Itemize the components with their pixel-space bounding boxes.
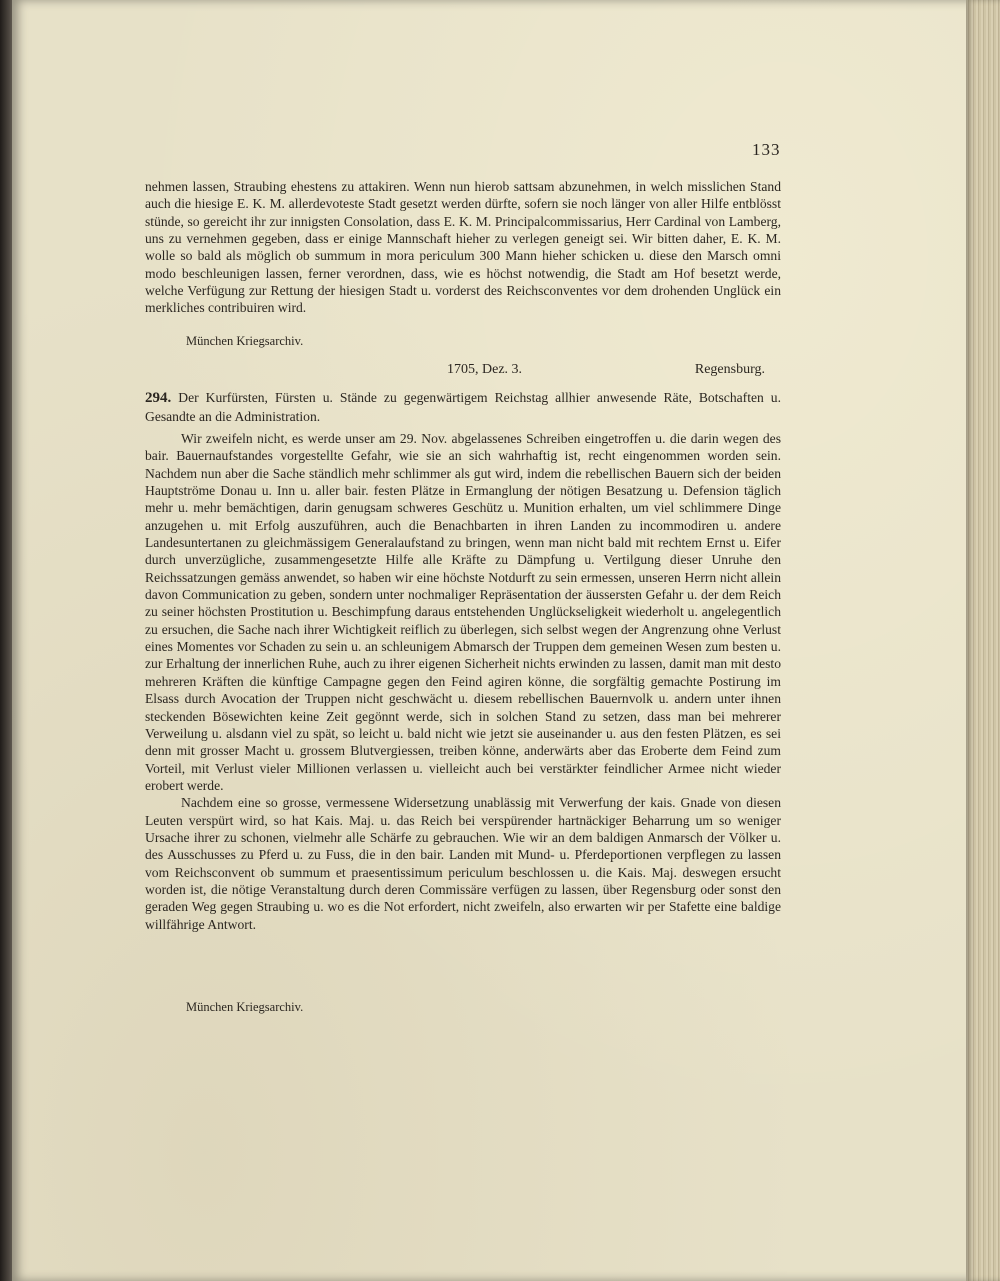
body-paragraph: Wir zweifeln nicht, es werde unser am 29. Nov. abgelassenes Schreiben eingetroffen u. die darin wegen des bair. Bauernaufstandes vorgestellte Gefahr, wie sie an sich wahrhaftig ist, recht eingenommen worden sein. Nachdem nun aber die Sache ständlich mehr schlimmer als gut wird, indem die rebellischen Bauern sich der beiden Hauptströme Donau u. Inn u. aller bair. festen Plätze in Ermanglung der nötigen Besatzung u. Defension täglich mehr u. mehr bemächtigen, darin genugsam schweres Geschütz u. Munition erhalten, um viel schlimmere Dinge anzugehen u. mit Erfolg auszuführen, auch die Benachbarten in ihren Landen zu incommodiren u. andere Landesuntertanen zu gleichmässigem Generalaufstand zu bringen, wenn man nicht bald mit rechtem Ernst u. Eifer durch unverzügliche, zusammengesetzte Hilfe alle Kräfte zu Dämpfung u. Vertilgung dieser Unruhe den Reichssatzungen gemäss anwendet, so haben wir eine höchste Notdurft zu sein ermessen, unseren Herrn nicht allein davon Communication zu geben, sondern unter nochmaliger Repräsentation der äussersten Gefahr u. der dem Reich zu seiner höchsten Prostitution u. Beschimpfung daraus entstehenden Unglückseligkeit wiederholt u. angelegentlich zu ersuchen, die Sache nach ihrer Wichtigkeit reiflich zu überlegen, sich selbst wegen der Angrenzung ohne Verlust eines Momentes vor Schaden zu sein u. an schleunigem Abmarsch der Truppen dem gemeinen Wesen zum besten u. zur Erhaltung der innerlichen Ruhe, auch zu ihrer eigenen Sicherheit nichts erwinden zu lassen, damit man mit desto mehreren Kräften die künftige Campagne gegen den Feind agiren könne, die sorgfältig gemachte Postirung im Elsass durch Avocation der Truppen nicht geschwächt u. diesem rebellischen Bauernvolk u. andern unter ihnen steckenden Bösewichten keine Zeit gegönnt werde, sich in solchen Stand zu setzen, dass man bei mehrerer Verweilung u. alsdann viel zu spät, so leicht u. bald nicht wie jetzt sie auseinander u. aus den festen Plätzen, es sei denn mit grosser Macht u. grossem Blutvergiessen, treiben könne, anderwärts aber das Eroberte dem Feind zum Vorteil, mit Verlust vieler Millionen verlassen u. vielleicht auch bei verstärkter feindlicher Armee nicht wieder erobert werde. — [145, 431, 781, 793]
document-date: 1705, Dez. 3. — [447, 362, 523, 377]
continuation-paragraph: nehmen lassen, Straubing ehestens zu attakiren. Wenn nun hierob sattsam abzunehmen, in welch misslichen Stand auch die hiesige E. K. M. allerdevoteste Stadt gesetzt werden dürfte, sofern sie noch länger von aller Hilfe entblösst stünde, so gereicht ihr zur innigsten Consolation, dass E. K. M. Principalcommissarius, Herr Cardinal von Lamberg, uns zu vernehmen gegeben, dass er einige Mannschaft hieher zu verlegen geneigt sei. Wir bitten daher, E. K. M. wolle so bald als möglich ob summum in mora periculum 300 Mann hieher schicken u. diese den Marsch omni modo beschleunigen lassen, ferner verordnen, dass, wie es höchst notwendig, die Stadt am Hof besetzt werde, welche Verfügung zur Rettung der hiesigen Stadt u. vorderst des Reichsconventes vor dem drohenden Unglück ein merkliches contribuiren wird. — [145, 179, 781, 316]
page-number: 133 — [752, 140, 781, 159]
document-heading — [145, 389, 781, 425]
source-reference: München Kriegsarchiv. — [186, 1000, 304, 1014]
source-reference: München Kriegsarchiv. — [186, 334, 304, 348]
document-body — [145, 430, 781, 933]
document-heading-text: Der Kurfürsten, Fürsten u. Stände zu gegenwärtigem Reichstag allhier anwesende Räte, Botschaften u. Gesandte an die Administration. — [145, 390, 781, 424]
document-number: 294. — [145, 390, 172, 406]
document-place: Regensburg. — [694, 362, 765, 377]
document-date-line — [145, 362, 765, 382]
continuation-text — [145, 178, 781, 317]
page-edges — [966, 0, 1000, 1281]
body-paragraph: Nachdem eine so grosse, vermessene Widersetzung unablässig mit Verwerfung der kais. Gnade von diesen Leuten verspürt wird, so hat Kais. Maj. u. das Reich bei verspürender hartnäckiger Beharrung um so weniger Ursache ihrer zu schonen, vielmehr alle Schärfe zu gebrauchen. Wie wir an dem baldigen Anmarsch der Völker u. des Ausschusses zu Pferd u. zu Fuss, die in den bair. Landen mit Mund- u. Pferdeportionen verpflegen zu lassen vom Reichsconvent ob summum et praesentissimum periculum beschlossen u. die Kais. Maj. deswegen ersucht worden ist, die nötige Veranstaltung durch deren Commissäre verfügen zu lassen, über Regensburg oder sonst den geraden Weg gegen Straubing u. wo es die Not erfordert, nicht zweifeln, also erwarten wir per Stafette eine baldige willfährige Antwort. — [145, 795, 781, 932]
